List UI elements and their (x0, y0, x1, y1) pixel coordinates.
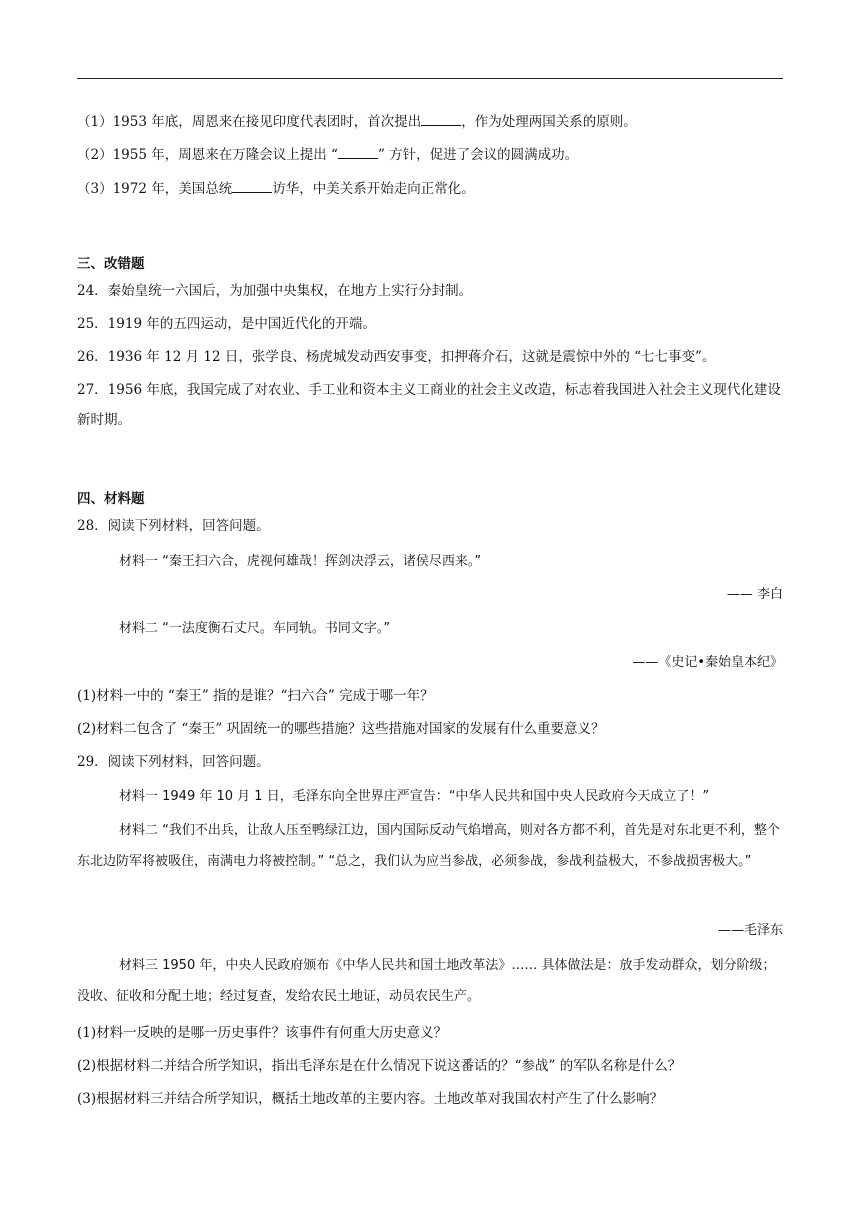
q3-text-before: （3）1972 年，美国总统 (77, 181, 233, 197)
q28-material-1-source: —— 李白 (726, 587, 783, 602)
q29-sub-3: (3)根据材料三并结合所学知识，概括土地改革的主要内容。土地改革对我国农村产生了什么影响？ (77, 1091, 664, 1107)
q28-material-2: 材料二 “一法度衡石丈尺。车同轨。书同文字。” (119, 621, 391, 636)
q2-text-before: （2）1955 年，周恩来在万隆会议上提出 “ (77, 147, 338, 163)
question-28-intro: 28．阅读下列材料，回答问题。 (77, 518, 270, 534)
q29-material-3: 材料三 1950 年，中央人民政府颁布《中华人民共和国土地改革法》…… 具体做法是：放手发动群众，划分阶级；没收、征收和分配土地；经过复查，发给农民土地证，动员农民生产。 (77, 958, 776, 1004)
q29-material-2-source: ——毛泽东 (717, 923, 783, 938)
q29-sub-2: (2)根据材料二并结合所学知识，指出毛泽东是在什么情况下说这番话的？“参战” 的军队名称是什么？ (77, 1058, 682, 1074)
q1-text-before: （1）1953 年底，周恩来在接见印度代表团时，首次提出 (77, 114, 422, 130)
section4-title: 四、材料题 (77, 491, 145, 507)
question-24: 24．秦始皇统一六国后，为加强中央集权，在地方上实行分封制。 (77, 283, 473, 299)
question-27: 27．1956 年底，我国完成了对农业、手工业和资本主义工商业的社会主义改造，标志着我国进入社会主义现代化建设新时期。 (77, 382, 781, 428)
q1-text-after: ，作为处理两国关系的原则。 (461, 114, 637, 130)
q28-material-1: 材料一 “秦王扫六合，虎视何雄哉！挥剑决浮云，诸侯尽西来。” (119, 554, 482, 569)
top-rule (77, 78, 783, 79)
section3-title: 三、改错题 (77, 256, 145, 272)
fill-blank-q1 (77, 112, 783, 132)
q28-sub-2: (2)材料二包含了 “秦王” 巩固统一的哪些措施？这些措施对国家的发展有什么重要意义？ (77, 721, 605, 737)
q3-text-after: 访华，中美关系开始走向正常化。 (272, 181, 475, 197)
q28-sub-1: (1)材料一中的 “秦王” 指的是谁？“扫六合” 完成于哪一年？ (77, 688, 434, 704)
q29-material-2: 材料二 “我们不出兵，让敌人压至鸭绿江边，国内国际反动气焰增高，则对各方都不利，首先是对东北更不利，整个东北边防军将被吸住，南满电力将被控制。” “总之，我们认为应当参战，必须参战，参战利益极大，不参战损害极大。” (77, 823, 780, 869)
fill-blank-q3 (77, 179, 783, 199)
q29-material-1: 材料一 1949 年 10 月 1 日，毛泽东向全世界庄严宣告：“中华人民共和国中央人民政府今天成立了！” (119, 789, 710, 804)
q28-material-2-source: ——《史记•秦始皇本纪》 (632, 655, 783, 670)
q2-blank[interactable] (338, 146, 378, 159)
q2-text-after: ” 方针，促进了会议的圆满成功。 (377, 147, 579, 163)
fill-blank-q2 (77, 145, 783, 165)
question-25: 25．1919 年的五四运动，是中国近代化的开端。 (77, 316, 376, 332)
q3-blank[interactable] (232, 180, 272, 193)
q29-sub-1: (1)材料一反映的是哪一历史事件？该事件有何重大历史意义？ (77, 1025, 448, 1041)
question-26: 26．1936 年 12 月 12 日，张学良、杨虎城发动西安事变，扣押蒋介石，这就是震惊中外的 “七七事变”。 (77, 349, 716, 365)
q1-blank[interactable] (421, 113, 461, 126)
question-29-intro: 29．阅读下列材料，回答问题。 (77, 754, 270, 770)
